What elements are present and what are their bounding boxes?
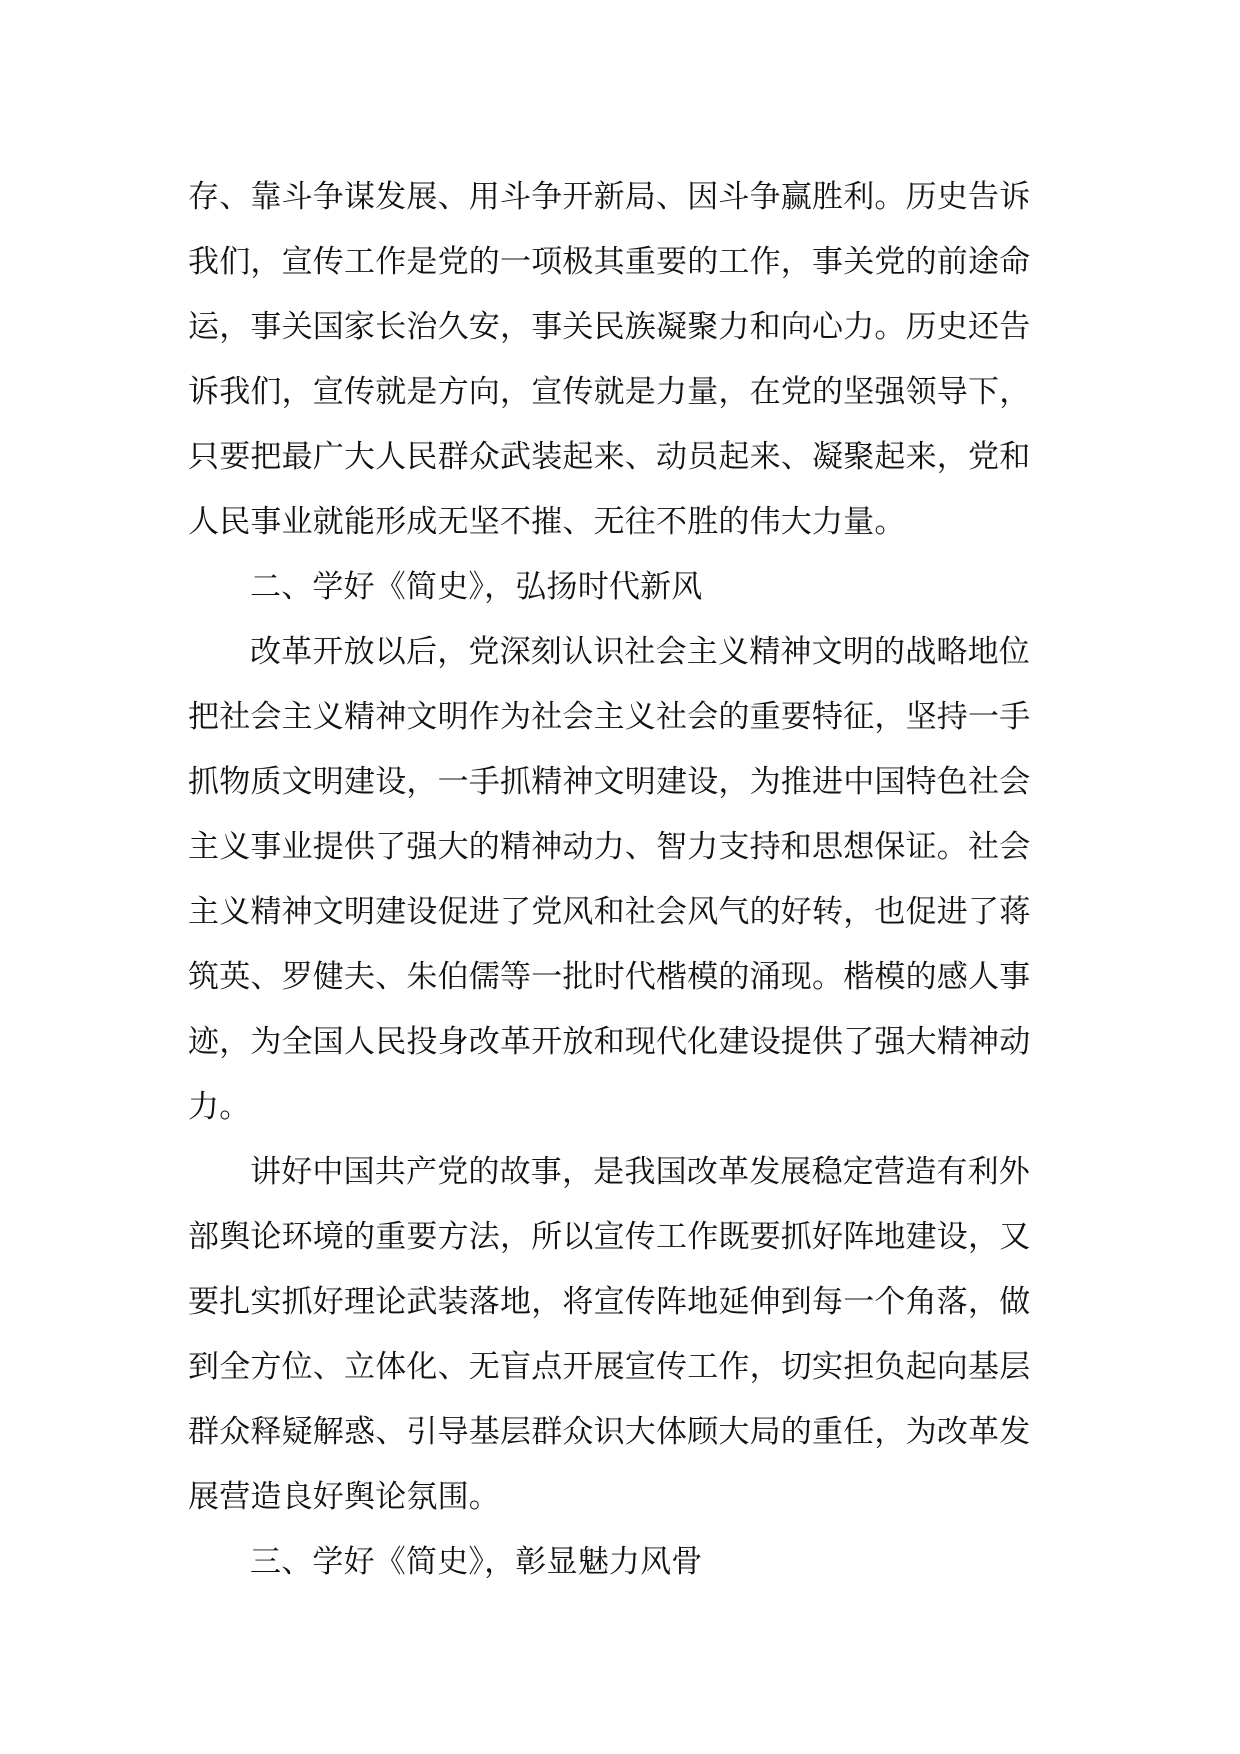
paragraph-line: 部舆论环境的重要方法，所以宣传工作既要抓好阵地建设，又: [188, 1219, 1031, 1255]
paragraph-line: 主义精神文明建设促进了党风和社会风气的好转，也促进了蒋: [188, 894, 1031, 930]
paragraph-line: 迹，为全国人民投身改革开放和现代化建设提供了强大精神动: [188, 1024, 1031, 1060]
paragraph-line: 抓物质文明建设，一手抓精神文明建设，为推进中国特色社会: [188, 764, 1031, 800]
paragraph-line: 我们，宣传工作是党的一项极其重要的工作，事关党的前途命: [188, 244, 1031, 280]
paragraph: [188, 165, 1056, 555]
paragraph-line: 群众释疑解惑、引导基层群众识大体顾大局的重任，为改革发: [188, 1414, 1031, 1450]
paragraph-line: 讲好中国共产党的故事，是我国改革发展稳定营造有利外: [250, 1154, 1030, 1190]
paragraph-line: 只要把最广大人民群众武装起来、动员起来、凝聚起来，党和: [188, 439, 1031, 475]
section-heading: 三、学好《简史》，彰显魅力风骨: [250, 1544, 703, 1580]
paragraph-line: 到全方位、立体化、无盲点开展宣传工作，切实担负起向基层: [188, 1349, 1031, 1385]
paragraph: [188, 620, 1056, 1140]
paragraph-line: 改革开放以后，党深刻认识社会主义精神文明的战略地位: [250, 634, 1030, 670]
paragraph-line: 存、靠斗争谋发展、用斗争开新局、因斗争赢胜利。历史告诉: [188, 179, 1031, 215]
paragraph-line: 力。: [188, 1089, 251, 1125]
paragraph-line: 要扎实抓好理论武装落地，将宣传阵地延伸到每一个角落，做: [188, 1284, 1031, 1320]
paragraph-line: 诉我们，宣传就是方向，宣传就是力量，在党的坚强领导下，: [188, 374, 1031, 410]
paragraph-line: 筑英、罗健夫、朱伯儒等一批时代楷模的涌现。楷模的感人事: [188, 959, 1031, 995]
document-page: [188, 165, 1056, 1595]
paragraph-line: 人民事业就能形成无坚不摧、无往不胜的伟大力量。: [188, 504, 906, 540]
paragraph-line: 展营造良好舆论氛围。: [188, 1479, 500, 1515]
paragraph-line: 主义事业提供了强大的精神动力、智力支持和思想保证。社会: [188, 829, 1031, 865]
paragraph: [188, 1140, 1056, 1530]
paragraph-line: 把社会主义精神文明作为社会主义社会的重要特征，坚持一手: [188, 699, 1031, 735]
paragraph-line: 运，事关国家长治久安，事关民族凝聚力和向心力。历史还告: [188, 309, 1031, 345]
section-heading: 二、学好《简史》，弘扬时代新风: [250, 569, 703, 605]
